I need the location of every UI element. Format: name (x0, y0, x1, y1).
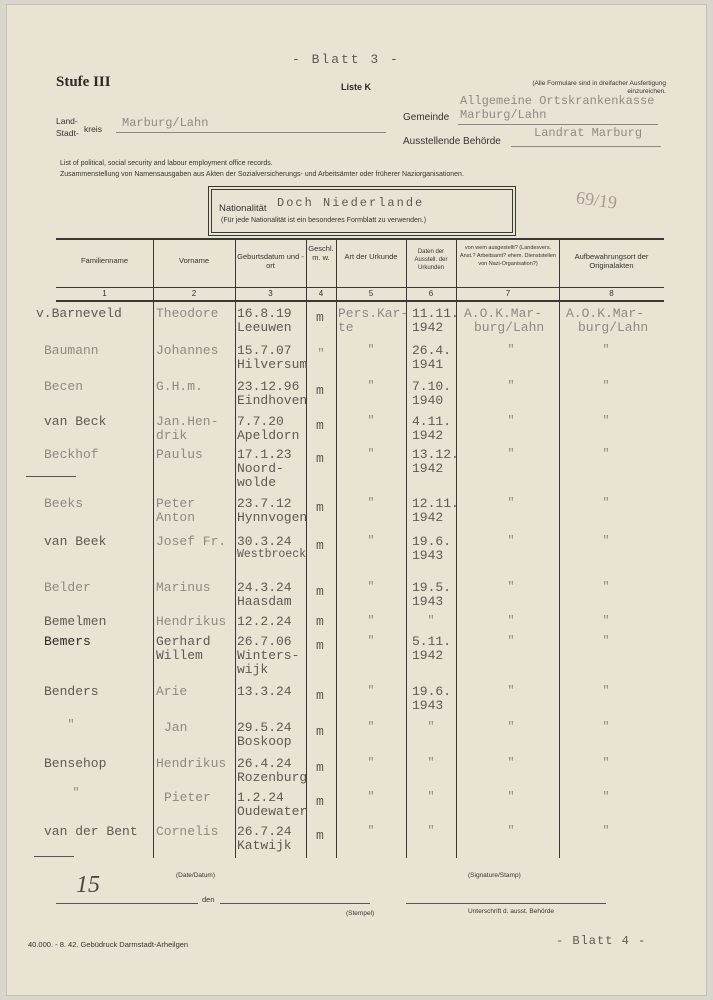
table-header-border (56, 287, 664, 288)
issue-year: 1942 (412, 510, 444, 525)
sex: m (316, 538, 324, 553)
issue-year: 1942 (412, 648, 444, 663)
col-divider-6 (456, 238, 457, 858)
stadt-label: Stadt- (56, 128, 79, 138)
archive: A.O.K.Mar- (566, 306, 645, 321)
document-type-cont: te (338, 320, 354, 335)
issue-year: 1942 (412, 320, 444, 335)
first-name: Theodore (156, 306, 219, 321)
col-number-6: 6 (428, 289, 434, 298)
birth-date: 26.7.06 (237, 634, 292, 649)
document-type: " (367, 496, 375, 510)
land-label: Land- (56, 116, 78, 126)
sex: m (316, 310, 324, 325)
issuer: " (507, 684, 515, 698)
issue-year: 1942 (412, 428, 444, 443)
issue-date: 26.4. (412, 343, 452, 358)
german-description: Zusammenstellung von Namensausgaben aus Akten der Sozialversicherungs- und Arbeitsämter oder früherer Naziorganisationen. (60, 171, 464, 178)
sex: m (316, 760, 324, 775)
issue-date: " (427, 790, 435, 804)
document-type: " (367, 614, 375, 628)
date-line (220, 903, 370, 904)
behoerde-value: Landrat Marburg (534, 126, 643, 140)
gemeinde-label: Gemeinde (403, 112, 450, 123)
behoerde-label: Ausstellende Behörde (403, 136, 501, 147)
handwritten-number: 15 (76, 872, 100, 898)
archive: " (602, 634, 610, 648)
birth-date: 13.3.24 (237, 684, 292, 699)
nationality-note: (Für jede Nationalität ist ein besonderes Formblatt zu verwenden.) (221, 217, 427, 224)
document-type: " (367, 534, 375, 548)
birth-place: Leeuwen (237, 320, 292, 335)
document-type: " (367, 634, 375, 648)
issuer: " (507, 720, 515, 734)
document-type: " (367, 580, 375, 594)
issue-date: " (427, 824, 435, 838)
signature-label: (Signature/Stamp) (468, 872, 521, 879)
birth-place: Noord- (237, 461, 284, 476)
first-name: Gerhard (156, 634, 211, 649)
document-type: " (367, 720, 375, 734)
sheet-number-bottom: - Blatt 4 - (556, 934, 647, 948)
col-number-3: 3 (268, 289, 273, 298)
archive: " (602, 580, 610, 594)
first-name-cont: Willem (156, 648, 203, 663)
issuer: " (507, 756, 515, 770)
issue-date: 11.11. (412, 306, 459, 321)
family-name: " (67, 718, 75, 732)
nationality-value: Doch Niederlande (277, 196, 425, 210)
archive: " (602, 343, 610, 357)
family-name: v.Barneveld (36, 306, 122, 321)
family-name: Benders (44, 684, 99, 699)
issue-date: 19.6. (412, 684, 452, 699)
col-divider-3 (306, 238, 307, 858)
family-name: van Beck (44, 414, 107, 429)
col-header-2: Vorname (178, 256, 210, 265)
col-divider-2 (235, 238, 236, 858)
issue-date: 19.6. (412, 534, 452, 549)
issuer: " (507, 634, 515, 648)
archive: " (602, 379, 610, 393)
sheet-number-top: - Blatt 3 - (292, 52, 400, 67)
col-divider-4 (336, 238, 337, 858)
nationality-label: Nationalität (219, 203, 267, 214)
issuer: " (507, 343, 515, 357)
col-header-8: Aufbewahrungsort der Originalakten (574, 252, 649, 270)
printer-note: 40.000. - 8. 42. Gebüdruck Darmstadt-Arheilgen (28, 940, 189, 949)
english-description: List of political, social security and labour employment office records. (60, 160, 273, 167)
col-number-1: 1 (102, 289, 107, 298)
birth-date: 23.7.12 (237, 496, 292, 511)
birth-place: Winters- (237, 648, 300, 663)
table-top-border (56, 238, 664, 240)
birth-date: 17.1.23 (237, 447, 292, 462)
issuer: A.O.K.Mar- (464, 306, 543, 321)
col-number-5: 5 (368, 289, 374, 298)
signature-line (406, 903, 606, 904)
col-header-3: Geburtsdatum und -ort (237, 252, 304, 270)
archive: " (602, 534, 610, 548)
issue-date: 5.11. (412, 634, 452, 649)
first-name: Hendrikus (156, 614, 227, 629)
sex: m (316, 383, 324, 398)
issuer-cont: burg/Lahn (474, 320, 545, 335)
archive: " (602, 414, 610, 428)
first-name: G.H.m. (156, 379, 203, 394)
birth-place: Katwijk (237, 838, 292, 853)
issue-date: 13.12. (412, 447, 459, 462)
col-number-2: 2 (191, 289, 197, 298)
issue-date: " (427, 756, 435, 770)
family-name: " (72, 786, 80, 800)
birth-place-cont: wolde (237, 475, 277, 490)
issue-year: 1943 (412, 698, 444, 713)
col-number-7: 7 (505, 289, 511, 298)
table-colnum-border (56, 300, 664, 302)
sex: m (316, 828, 324, 843)
birth-date: 30.3.24 (237, 534, 292, 549)
issuer: " (507, 379, 515, 393)
birth-place: Rozenburg (237, 770, 308, 785)
sex: m (316, 451, 324, 466)
col-number-4: 4 (318, 289, 324, 298)
kreis-label: kreis (84, 124, 102, 134)
first-name: Peter (156, 496, 196, 511)
issue-date: 7.10. (412, 379, 452, 394)
family-name: Becen (44, 379, 84, 394)
first-name: Johannes (156, 343, 219, 358)
birth-date: 23.12.96 (237, 379, 300, 394)
document-type: " (367, 824, 375, 838)
first-name-cont: Anton (156, 510, 196, 525)
issuer: " (507, 580, 515, 594)
document-type: " (367, 379, 375, 393)
issuer: " (507, 534, 515, 548)
sex: m (316, 418, 324, 433)
issue-year: 1943 (412, 594, 444, 609)
issuer: " (507, 614, 515, 628)
birth-place: Hilversum (237, 357, 308, 372)
family-name: Bensehop (44, 756, 107, 771)
family-name: Beckhof (44, 447, 99, 462)
forms-note: (Alle Formulare sind in dreifacher Ausfertigung einzureichen. (532, 80, 666, 95)
family-name: Baumann (44, 343, 99, 358)
sex: m (316, 584, 324, 599)
first-name: Pieter (164, 790, 211, 805)
gemeinde-value-2: Marburg/Lahn (460, 108, 547, 122)
birth-date: 24.3.24 (237, 580, 292, 595)
margin-mark (26, 476, 76, 477)
behoerde-line (511, 146, 661, 147)
issue-date: 19.5. (412, 580, 452, 595)
document-type: " (367, 447, 375, 461)
issue-date: " (427, 720, 435, 734)
first-name-cont: drik (156, 428, 188, 443)
gemeinde-line (458, 124, 658, 125)
place-line (56, 903, 198, 904)
birth-date: 16.8.19 (237, 306, 292, 321)
first-name: Paulus (156, 447, 203, 462)
archive: " (602, 790, 610, 804)
gemeinde-value-1: Allgemeine Ortskrankenkasse (460, 94, 655, 108)
archive: " (602, 496, 610, 510)
col-divider-1 (153, 238, 154, 858)
document-type: " (367, 790, 375, 804)
unterschrift-label: Unterschrift d. ausst. Behörde (468, 908, 554, 915)
margin-number: 69/19 (574, 187, 619, 213)
document-type: Pers.Kar- (338, 306, 409, 321)
date-label: (Date/Datum) (176, 872, 216, 879)
first-name: Cornelis (156, 824, 219, 839)
family-name: Bemelmen (44, 614, 107, 629)
document-type: " (367, 414, 375, 428)
archive: " (602, 614, 610, 628)
birth-date: 1.2.24 (237, 790, 284, 805)
birth-date: 29.5.24 (237, 720, 292, 735)
birth-date: 26.4.24 (237, 756, 292, 771)
first-name: Jan (164, 720, 188, 735)
issuer: " (507, 496, 515, 510)
document-type: " (367, 343, 375, 357)
birth-date: 26.7.24 (237, 824, 292, 839)
document-type: " (367, 756, 375, 770)
issue-year: 1941 (412, 357, 444, 372)
stufe-label: Stufe III (56, 74, 111, 90)
col-header-1: Familienname (80, 256, 129, 265)
first-name: Jan.Hen- (156, 414, 219, 429)
birth-date: 15.7.07 (237, 343, 292, 358)
kreis-value: Marburg/Lahn (122, 116, 209, 130)
margin-mark (34, 856, 74, 857)
birth-place: Oudewater (237, 804, 308, 819)
birth-place: Haasdam (237, 594, 292, 609)
birth-date: 12.2.24 (237, 614, 292, 629)
col-number-8: 8 (609, 289, 614, 298)
archive: " (602, 684, 610, 698)
col-header-7: von wem ausgestellt? (Landesvers. Anst.? Arbeitsamt? ehem. Dienststellen von Nazi-Organisation?) (460, 245, 556, 267)
family-name: Bemers (44, 634, 91, 649)
birth-place: Apeldorn (237, 428, 300, 443)
sex: " (317, 347, 325, 361)
archive: " (602, 720, 610, 734)
birth-place: Hynnvogen (237, 510, 308, 525)
issue-date: " (427, 614, 435, 628)
birth-place: Eindhoven (237, 393, 308, 408)
archive: " (602, 447, 610, 461)
col-divider-5 (406, 238, 407, 858)
sex: m (316, 638, 324, 653)
issue-year: 1942 (412, 461, 444, 476)
stempel-label: (Stempel) (346, 910, 375, 917)
col-divider-7 (559, 238, 560, 858)
issue-year: 1943 (412, 548, 444, 563)
den-label: den (202, 895, 215, 904)
family-name: van Beek (44, 534, 107, 549)
nationality-box (208, 186, 516, 236)
birth-place-cont: wijk (237, 662, 269, 677)
document-page (6, 4, 707, 996)
family-name: Belder (44, 580, 91, 595)
issue-year: 1940 (412, 393, 444, 408)
first-name: Arie (156, 684, 188, 699)
family-name: van der Bent (44, 824, 138, 839)
first-name: Josef Fr. (156, 534, 227, 549)
sex: m (316, 794, 324, 809)
issuer: " (507, 790, 515, 804)
sex: m (316, 688, 324, 703)
first-name: Hendrikus (156, 756, 227, 771)
document-type: " (367, 684, 375, 698)
col-header-4: Geschl. m. w. (308, 244, 334, 262)
kreis-line (116, 132, 386, 133)
liste-label: Liste K (341, 82, 372, 92)
archive-cont: burg/Lahn (578, 320, 649, 335)
family-name: Beeks (44, 496, 84, 511)
sex: m (316, 500, 324, 515)
sex: m (316, 724, 324, 739)
issuer: " (507, 414, 515, 428)
birth-place: Boskoop (237, 734, 292, 749)
sex: m (316, 614, 324, 629)
archive: " (602, 756, 610, 770)
birth-place: Westbroeck (237, 548, 307, 561)
archive: " (602, 824, 610, 838)
birth-date: 7.7.20 (237, 414, 284, 429)
issuer: " (507, 447, 515, 461)
col-header-5: Art der Urkunde (344, 252, 398, 261)
issuer: " (507, 824, 515, 838)
col-header-6: Daten der Ausstell. der Urkunden (414, 249, 448, 271)
issue-date: 4.11. (412, 414, 452, 429)
first-name: Marinus (156, 580, 211, 595)
issue-date: 12.11. (412, 496, 459, 511)
